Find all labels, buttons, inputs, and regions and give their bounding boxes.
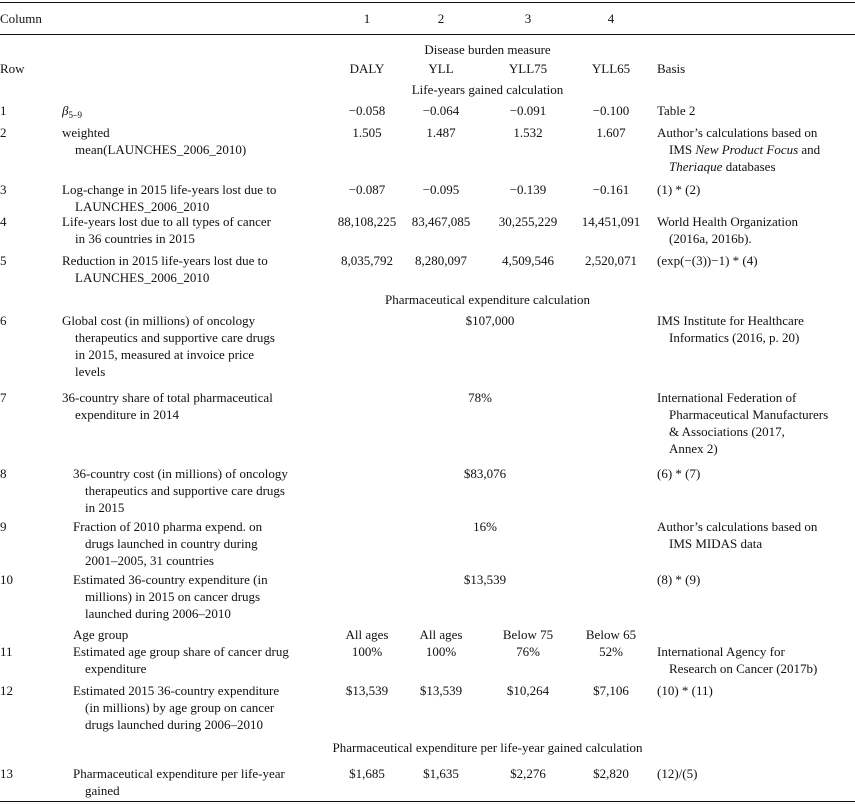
row-1-value-2: −0.064 xyxy=(422,103,460,118)
row-7-basis-line3: & Associations (2017, xyxy=(669,424,785,439)
row-2-basis-line1: Author’s calculations based on xyxy=(657,125,818,140)
row-7-number: 7 xyxy=(0,390,7,405)
row-13-basis: (12)/(5) xyxy=(657,766,698,781)
row-12-description-line3: drugs launched during 2006–2010 xyxy=(85,717,264,732)
column-number-4: 4 xyxy=(607,11,615,26)
row-12-basis: (10) * (11) xyxy=(657,683,713,698)
age-group-1: All ages xyxy=(345,627,389,642)
row-5-description-line1: Reduction in 2015 life-years lost due to xyxy=(62,253,268,268)
section-per-life-year: Pharmaceutical expenditure per life-year gained calculation xyxy=(332,740,643,755)
row-9-basis-line2: IMS MIDAS data xyxy=(669,536,763,551)
row-12-description-line2: (in millions) by age group on cancer xyxy=(85,700,275,715)
row-9-description-line2: drugs launched in country during xyxy=(85,536,258,551)
row-1-value-1: −0.058 xyxy=(348,103,386,118)
row-13-value-3: $2,276 xyxy=(510,766,546,781)
row-7-basis-line2: Pharmaceutical Manufacturers xyxy=(669,407,829,422)
age-group-3: Below 75 xyxy=(502,627,554,642)
row-1-description xyxy=(62,103,82,123)
new-product-focus-text: New Product Focus xyxy=(695,142,799,157)
row-12-value-3: $10,264 xyxy=(506,683,550,698)
row-9-value: 16% xyxy=(473,519,497,534)
row-7-basis-line4: Annex 2) xyxy=(669,441,718,456)
row-3-value-4: −0.161 xyxy=(592,182,630,197)
beta-symbol: β xyxy=(62,103,69,118)
row-2-value-1: 1.505 xyxy=(352,125,382,140)
row-13-value-1: $1,685 xyxy=(349,766,385,781)
measure-yll: YLL xyxy=(428,61,454,76)
basis-label: Basis xyxy=(657,61,686,76)
row-9-number: 9 xyxy=(0,519,7,534)
row-10-description-line3: launched during 2006–2010 xyxy=(85,606,231,621)
section-life-years: Life-years gained calculation xyxy=(411,82,564,97)
row-3-value-1: −0.087 xyxy=(348,182,386,197)
row-4-basis-line1: World Health Organization xyxy=(657,214,798,229)
row-11-value-4: 52% xyxy=(599,644,623,659)
row-12-description-line1: Estimated 2015 36-country expenditure xyxy=(73,683,280,698)
row-12-number: 12 xyxy=(0,683,13,698)
row-5-description-line2: LAUNCHES_2006_2010 xyxy=(75,270,210,285)
row-10-description-line1: Estimated 36-country expenditure (in xyxy=(73,572,268,587)
row-11-value-3: 76% xyxy=(516,644,540,659)
row-6-value: $107,000 xyxy=(465,313,515,328)
row-10-basis: (8) * (9) xyxy=(657,572,701,587)
measure-yll75: YLL75 xyxy=(508,61,548,76)
row-12-value-1: $13,539 xyxy=(345,683,389,698)
row-label: Row xyxy=(0,61,25,76)
row-3-value-3: −0.139 xyxy=(509,182,547,197)
row-11-number: 11 xyxy=(0,644,13,659)
row-6-basis-line1: IMS Institute for Healthcare xyxy=(657,313,804,328)
row-1-number: 1 xyxy=(0,103,7,118)
row-4-number: 4 xyxy=(0,214,7,229)
column-number-3: 3 xyxy=(524,11,532,26)
row-3-description-line1: Log-change in 2015 life-years lost due to xyxy=(62,182,277,197)
header-rule xyxy=(0,34,855,35)
column-number-2: 2 xyxy=(437,11,445,26)
beta-subscript: 5–9 xyxy=(68,110,82,120)
bottom-rule xyxy=(0,801,855,802)
row-2-basis-line3 xyxy=(669,159,776,174)
row-8-description-line2: therapeutics and supportive care drugs xyxy=(85,483,285,498)
row-10-value: $13,539 xyxy=(463,572,507,587)
row-4-value-4: 14,451,091 xyxy=(581,214,641,229)
theriaque-text: Theriaque xyxy=(669,159,723,174)
row-2-value-4: 1.607 xyxy=(596,125,626,140)
row-3-description-line2: LAUNCHES_2006_2010 xyxy=(75,199,210,214)
row-13-description-line2: gained xyxy=(85,783,120,798)
row-9-description-line1: Fraction of 2010 pharma expend. on xyxy=(73,519,263,534)
section-pharma-expenditure: Pharmaceutical expenditure calculation xyxy=(384,292,591,307)
row-2-value-2: 1.487 xyxy=(426,125,456,140)
row-2-description-line2: mean(LAUNCHES_2006_2010) xyxy=(75,142,247,157)
row-9-description-line3: 2001–2005, 31 countries xyxy=(85,553,214,568)
row-8-description-line1: 36-country cost (in millions) of oncology xyxy=(73,466,288,481)
row-7-description-line1: 36-country share of total pharmaceutical xyxy=(62,390,273,405)
row-4-description-line2: in 36 countries in 2015 xyxy=(75,231,195,246)
row-2-description-line1: weighted xyxy=(62,125,110,140)
row-3-basis: (1) * (2) xyxy=(657,182,701,197)
column-label: Column xyxy=(0,11,42,26)
row-9-basis-line1: Author’s calculations based on xyxy=(657,519,818,534)
row-6-description-line3: in 2015, measured at invoice price xyxy=(75,347,255,362)
row-6-description-line1: Global cost (in millions) of oncology xyxy=(62,313,256,328)
row-13-value-2: $1,635 xyxy=(423,766,459,781)
row-8-value: $83,076 xyxy=(463,466,507,481)
row-1-value-4: −0.100 xyxy=(592,103,630,118)
basis-text: databases xyxy=(722,159,776,174)
row-6-number: 6 xyxy=(0,313,7,328)
row-7-description-line2: expenditure in 2014 xyxy=(75,407,179,422)
age-group-2: All ages xyxy=(419,627,463,642)
row-4-value-3: 30,255,229 xyxy=(498,214,558,229)
row-7-basis-line1: International Federation of xyxy=(657,390,797,405)
basis-text: and xyxy=(798,142,821,157)
row-8-description-line3: in 2015 xyxy=(85,500,125,515)
row-12-value-4: $7,106 xyxy=(593,683,629,698)
row-4-description-line1: Life-years lost due to all types of cancer xyxy=(62,214,271,229)
age-group-4: Below 65 xyxy=(585,627,637,642)
row-3-value-2: −0.095 xyxy=(422,182,460,197)
disease-burden-heading: Disease burden measure xyxy=(424,42,551,57)
row-4-value-1: 88,108,225 xyxy=(337,214,397,229)
row-1-basis: Table 2 xyxy=(657,103,696,118)
row-11-description-line2: expenditure xyxy=(85,661,147,676)
row-2-basis-line2 xyxy=(669,142,820,157)
row-13-value-4: $2,820 xyxy=(593,766,629,781)
row-4-basis-line2: (2016a, 2016b). xyxy=(669,231,752,246)
basis-text: IMS xyxy=(669,142,696,157)
row-11-basis-line2: Research on Cancer (2017b) xyxy=(669,661,818,676)
row-2-number: 2 xyxy=(0,125,7,140)
row-13-number: 13 xyxy=(0,766,13,781)
row-13-description-line1: Pharmaceutical expenditure per life-year xyxy=(73,766,285,781)
row-2-value-3: 1.532 xyxy=(513,125,543,140)
row-5-basis: (exp(−(3))−1) * (4) xyxy=(657,253,758,268)
row-10-number: 10 xyxy=(0,572,13,587)
row-10-description-line2: millions) in 2015 on cancer drugs xyxy=(85,589,261,604)
row-7-value: 78% xyxy=(468,390,492,405)
row-6-description-line2: therapeutics and supportive care drugs xyxy=(75,330,275,345)
row-6-description-line4: levels xyxy=(75,364,106,379)
row-11-value-1: 100% xyxy=(351,644,383,659)
column-number-1: 1 xyxy=(363,11,371,26)
row-5-value-1: 8,035,792 xyxy=(341,253,393,268)
row-8-number: 8 xyxy=(0,466,7,481)
row-5-value-3: 4,509,546 xyxy=(502,253,554,268)
row-5-value-2: 8,280,097 xyxy=(415,253,467,268)
row-5-value-4: 2,520,071 xyxy=(585,253,637,268)
row-5-number: 5 xyxy=(0,253,7,268)
row-3-number: 3 xyxy=(0,182,7,197)
row-4-value-2: 83,467,085 xyxy=(411,214,471,229)
row-11-description-line1: Estimated age group share of cancer drug xyxy=(73,644,289,659)
measure-yll65: YLL65 xyxy=(591,61,631,76)
row-12-value-2: $13,539 xyxy=(419,683,463,698)
row-11-value-2: 100% xyxy=(425,644,457,659)
row-8-basis: (6) * (7) xyxy=(657,466,701,481)
row-1-value-3: −0.091 xyxy=(509,103,547,118)
age-group-label: Age group xyxy=(73,627,129,642)
row-11-basis-line1: International Agency for xyxy=(657,644,785,659)
measure-daly: DALY xyxy=(349,61,385,76)
top-rule xyxy=(0,2,855,3)
row-6-basis-line2: Informatics (2016, p. 20) xyxy=(669,330,800,345)
